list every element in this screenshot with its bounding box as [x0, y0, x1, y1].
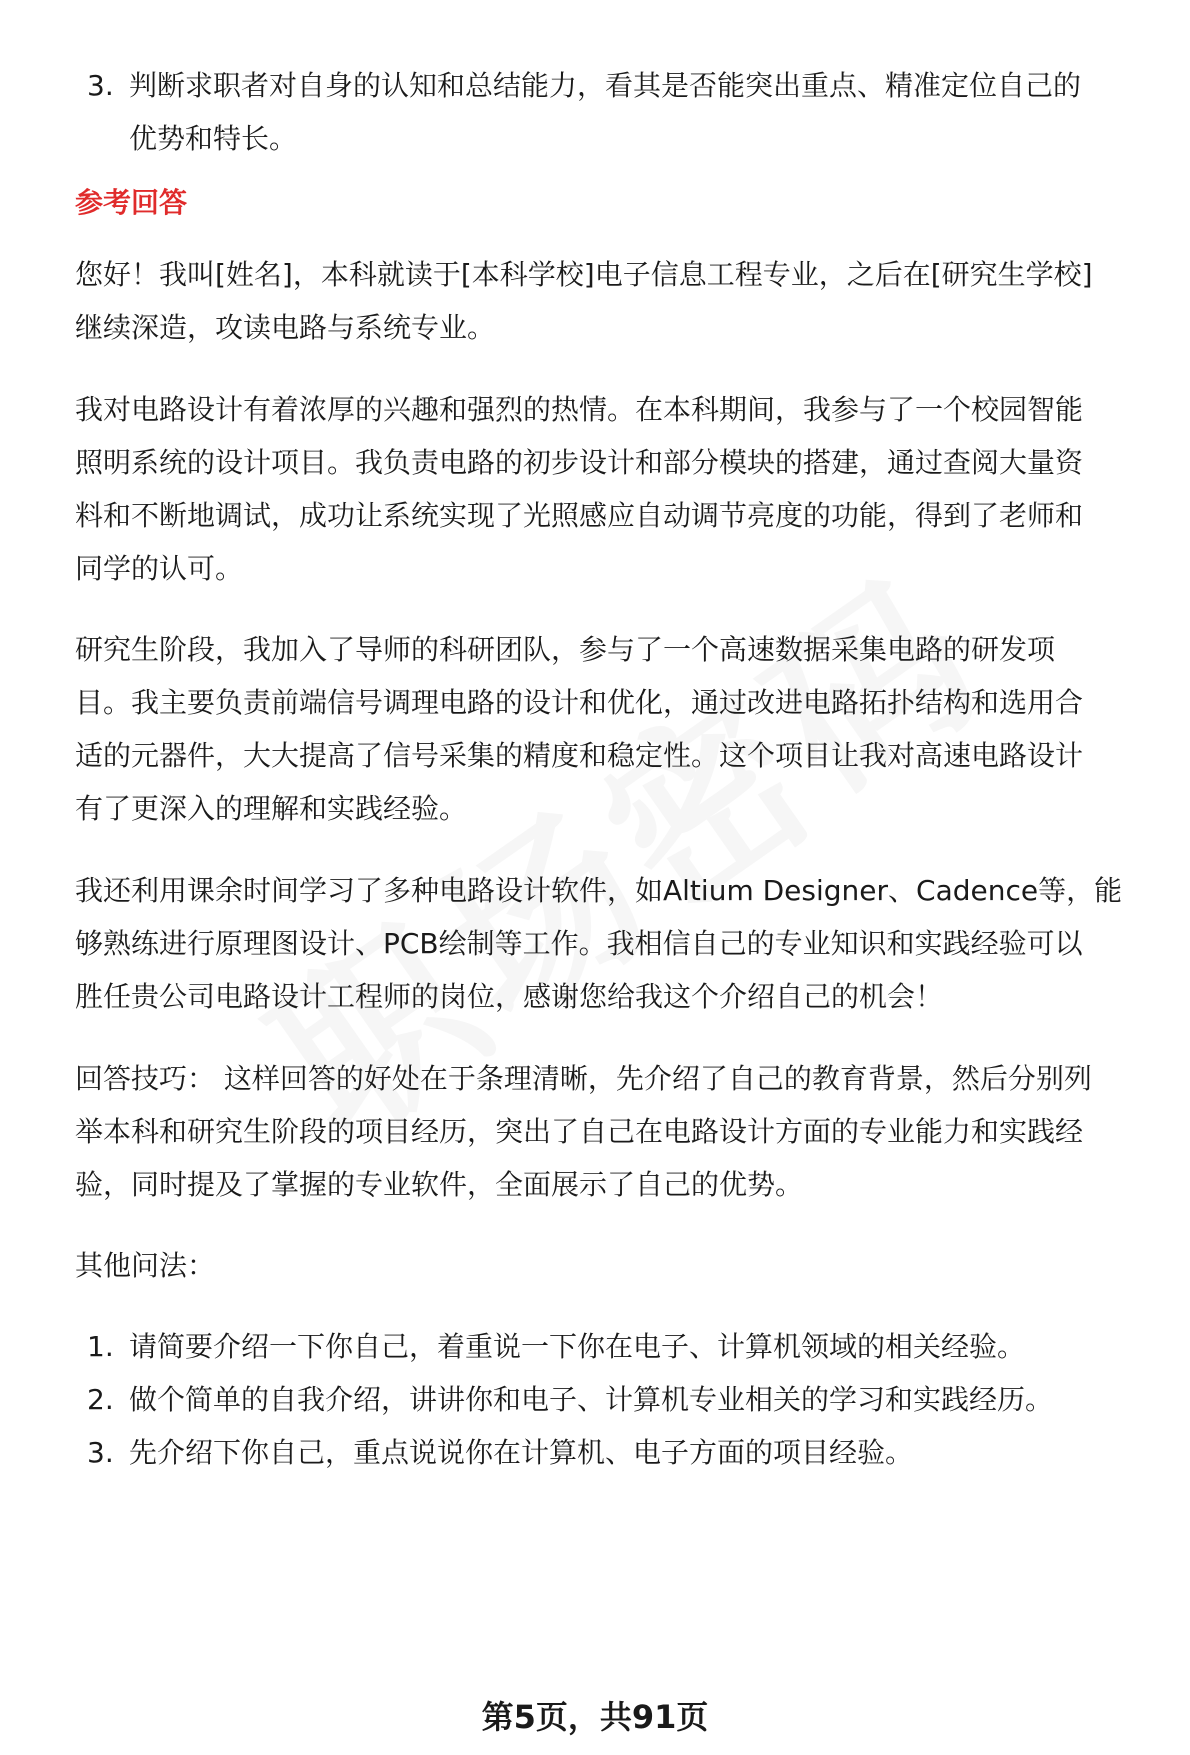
paragraph-line: 胜任贵公司电路设计工程师的岗位，感谢您给我这个介绍自己的机会！: [75, 980, 944, 1013]
paragraph-line: 够熟练进行原理图设计、PCB绘制等工作。我相信自己的专业知识和实践经验可以: [75, 927, 1083, 960]
list-item-number: 2.: [87, 1383, 114, 1416]
tips-line: 验，同时提及了掌握的专业软件，全面展示了自己的优势。: [75, 1168, 804, 1201]
paragraph-line: 适的元器件，大大提高了信号采集的精度和稳定性。这个项目让我对高速电路设计: [75, 739, 1084, 772]
paragraph-line: 我对电路设计有着浓厚的兴趣和强烈的热情。在本科期间，我参与了一个校园智能: [75, 393, 1084, 426]
list-item-number: 3.: [87, 69, 114, 102]
list-item-text: 请简要介绍一下你自己，着重说一下你在电子、计算机领域的相关经验。: [129, 1330, 1026, 1363]
paragraph-line: 继续深造，攻读电路与系统专业。: [75, 311, 496, 344]
list-item-number: 3.: [87, 1436, 114, 1469]
paragraph-line: 您好！我叫[姓名]，本科就读于[本科学校]电子信息工程专业，之后在[研究生学校]: [75, 258, 1093, 291]
paragraph-line: 同学的认可。: [75, 552, 244, 585]
reference-answer-heading: 参考回答: [75, 186, 188, 219]
paragraph-line: 有了更深入的理解和实践经验。: [75, 792, 468, 825]
paragraph-line: 我还利用课余时间学习了多种电路设计软件，如Altium Designer、Cadence等，能: [75, 874, 1123, 907]
page-number-footer: 第5页，共91页: [481, 1698, 709, 1736]
other-questions-heading: 其他问法：: [75, 1249, 216, 1282]
tips-line: 举本科和研究生阶段的项目经历，突出了自己在电路设计方面的专业能力和实践经: [75, 1115, 1084, 1148]
paragraph-line: 研究生阶段，我加入了导师的科研团队，参与了一个高速数据采集电路的研发项: [75, 633, 1056, 666]
list-item-number: 1.: [87, 1330, 114, 1363]
list-item-text-continued: 优势和特长。: [129, 122, 298, 155]
paragraph-line: 料和不断地调试，成功让系统实现了光照感应自动调节亮度的功能，得到了老师和: [75, 499, 1084, 532]
list-item-text: 做个简单的自我介绍，讲讲你和电子、计算机专业相关的学习和实践经历。: [129, 1383, 1054, 1416]
paragraph-line: 目。我主要负责前端信号调理电路的设计和优化，通过改进电路拓扑结构和选用合: [75, 686, 1084, 719]
tips-line: 回答技巧： 这样回答的好处在于条理清晰，先介绍了自己的教育背景，然后分别列: [75, 1062, 1092, 1095]
paragraph-line: 照明系统的设计项目。我负责电路的初步设计和部分模块的搭建，通过查阅大量资: [75, 446, 1084, 479]
list-item-text: 判断求职者对自身的认知和总结能力，看其是否能突出重点、精准定位自己的: [129, 69, 1082, 102]
list-item-text: 先介绍下你自己，重点说说你在计算机、电子方面的项目经验。: [129, 1436, 914, 1469]
